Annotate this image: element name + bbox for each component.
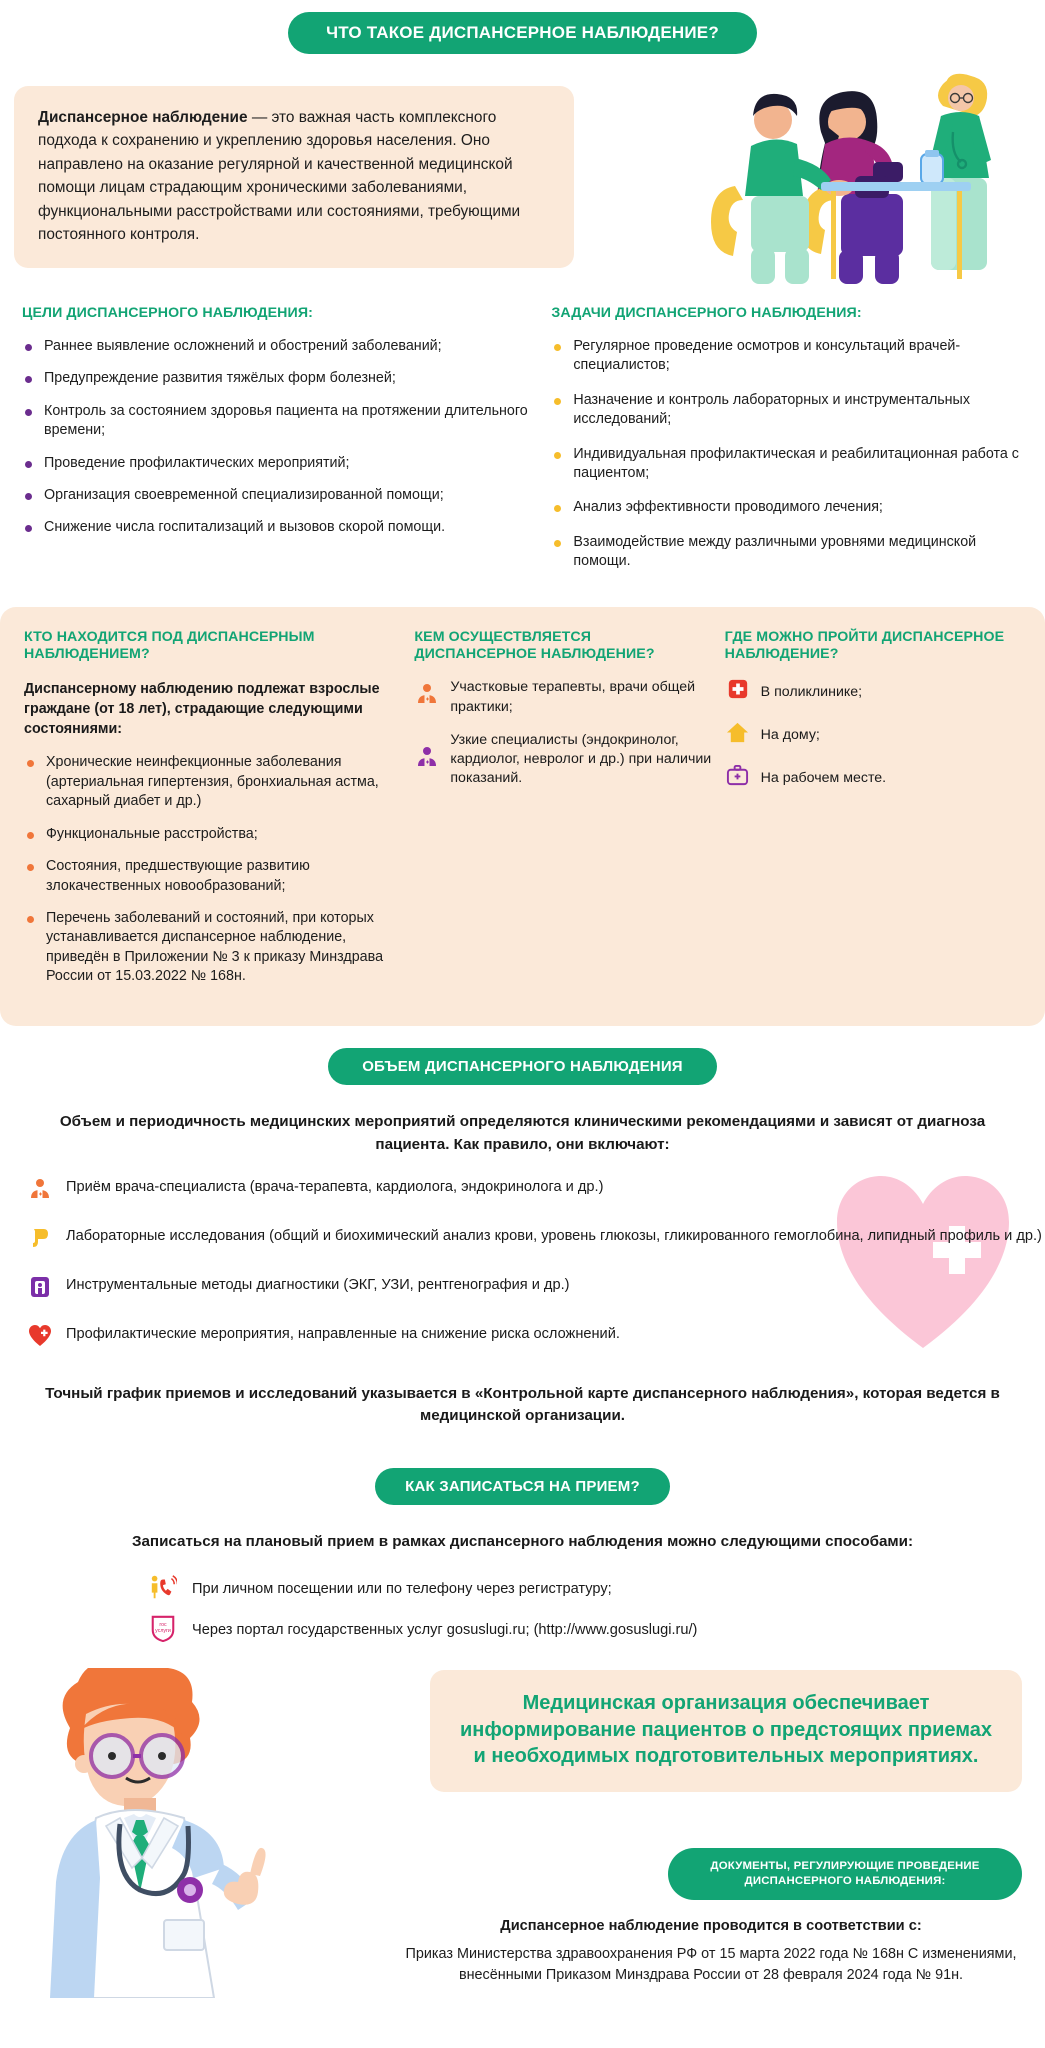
first-aid-cross-icon: [725, 678, 751, 706]
lab-flask-yellow-icon: [28, 1225, 54, 1258]
by-whom-heading: КЕМ ОСУЩЕСТВЛЯЕТСЯ ДИСПАНСЕРНОЕ НАБЛЮДЕНИЕ?: [414, 628, 655, 663]
where-column: [725, 629, 1025, 1000]
where-item-label: На дому;: [760, 726, 820, 743]
scope-item-label: Лабораторные исследования (общий и биохимический анализ крови, уровень глюкозы, гликированного гемоглобина, липидный профиль и др.): [66, 1228, 1042, 1245]
who-heading: КТО НАХОДИТСЯ ПОД ДИСПАНСЕРНЫМ НАБЛЮДЕНИЕМ?: [24, 628, 315, 663]
scope-item-label: Профилактические мероприятия, направленные на снижение риска осложнений.: [66, 1326, 620, 1343]
where-item: [725, 764, 1025, 793]
tasks-item: Взаимодействие между различными уровнями медицинской помощи.: [551, 533, 1027, 572]
goals-item: Раннее выявление осложнений и обострений заболеваний;: [22, 337, 543, 356]
tasks-item: Назначение и контроль лабораторных и инструментальных исследований;: [551, 391, 1027, 430]
by-whom-item-label: Узкие специалисты (эндокринолог, кардиолог, невролог и др.) при наличии показаний.: [450, 731, 712, 787]
goals-list: [22, 337, 543, 538]
doctor-orange-icon: [414, 682, 440, 712]
intro-body-text: — это важная часть комплексного подхода к сохранению и укреплению здоровья населения. Оно направлено на оказание регулярной и качественной медицинской помощи лицам страдающим хроническими заболеваниями, функциональными расстройствами или состояниями, требующими постоянного контроля.: [38, 109, 521, 244]
hero-row: [0, 70, 1045, 285]
doctor-pointing-illustration: [0, 1668, 400, 1998]
where-item: [725, 678, 1025, 706]
who-item: Хронические неинфекционные заболевания (артериальная гипертензия, бронхиальная астма, сахарный диабет и др.): [24, 753, 400, 811]
svg-text:услуги: услуги: [155, 1628, 171, 1635]
gosuslugi-logo-icon: [148, 1614, 178, 1646]
where-item: [725, 721, 1025, 750]
scope-item-label: Приём врача-специалиста (врача-терапевта, кардиолога, эндокринолога и др.): [66, 1179, 604, 1196]
briefcase-medical-icon: [725, 764, 751, 793]
by-whom-list: [414, 678, 714, 789]
doctor-purple-icon: [414, 745, 440, 775]
scope-lead: Объем и периодичность медицинских мероприятий определяются клиническими рекомендациями и зависят от диагноза пациента. Как правило, они включают:: [59, 1112, 986, 1153]
doctors-illustration: [625, 36, 1045, 294]
appointment-list: [0, 1574, 1045, 1646]
scope-item: [28, 1225, 1045, 1258]
documents-body: Приказ Министерства здравоохранения РФ от 15 марта 2022 года № 168н С изменениями, внесёнными Приказом Минздрава России от 28 февраля 2024 года № 91н.: [405, 1945, 1017, 1984]
appointment-section: [0, 1428, 1045, 1646]
xray-device-purple-icon: [28, 1274, 54, 1307]
scope-note: Точный график приемов и исследований указывается в «Контрольной карте диспансерного наблюдения», которая ведется в медицинской организации.: [45, 1384, 1000, 1425]
by-whom-item-label: Участковые терапевты, врачи общей практики;: [450, 679, 696, 715]
by-whom-item: [414, 731, 714, 789]
who-item: Функциональные расстройства;: [24, 825, 400, 844]
tasks-column: [543, 305, 1045, 587]
by-whom-column: [414, 629, 724, 1000]
where-heading: ГДЕ МОЖНО ПРОЙТИ ДИСПАНСЕРНОЕ НАБЛЮДЕНИЕ?: [724, 628, 1005, 663]
appointment-item-label: Через портал государственных услуг gosuslugi.ru; (http://www.gosuslugi.ru/): [192, 1621, 698, 1638]
goals-item: Контроль за состоянием здоровья пациента на протяжении длительного времени;: [22, 402, 543, 441]
scope-pill-wrap: [0, 1048, 1045, 1085]
hero-section: [0, 0, 1045, 285]
appointment-pill-wrap: [0, 1468, 1045, 1505]
documents-title-pill: ДОКУМЕНТЫ, РЕГУЛИРУЮЩИЕ ПРОВЕДЕНИЕ ДИСПАНСЕРНОГО НАБЛЮДЕНИЯ:: [668, 1848, 1022, 1900]
appointment-lead: Записаться на плановый прием в рамках диспансерного наблюдения можно следующими способами:: [131, 1533, 914, 1551]
home-icon: [725, 721, 751, 750]
scope-item: [28, 1323, 1045, 1356]
scope-section: [0, 1026, 1045, 1428]
appointment-item: [148, 1574, 1045, 1604]
documents-heading: Диспансерное наблюдение проводится в соответствии с:: [500, 1917, 922, 1934]
scope-item: [28, 1176, 1045, 1209]
scope-list: [0, 1176, 1045, 1356]
goals-column: [0, 305, 543, 587]
who-item: Перечень заболеваний и состояний, при которых устанавливается диспансерное наблюдение, приведён в Приложении № 3 к приказу Минздрава России от 15.03.2022 № 168н.: [24, 909, 400, 987]
appointment-item-label: При личном посещении или по телефону через регистратуру;: [192, 1580, 612, 1597]
goals-item: Организация своевременной специализированной помощи;: [22, 486, 543, 505]
footer-section: [0, 1660, 1045, 1984]
hero-title-pill: ЧТО ТАКОЕ ДИСПАНСЕРНОЕ НАБЛЮДЕНИЕ?: [288, 12, 757, 54]
goals-item: Предупреждение развития тяжёлых форм болезней;: [22, 369, 543, 388]
scope-item: [28, 1274, 1045, 1307]
quote-card: Медицинская организация обеспечивает информирование пациентов о предстоящих приемах и необходимых подготовительных мероприятиях.: [430, 1670, 1022, 1792]
who-by-where-band: [0, 607, 1045, 1026]
goals-item: Проведение профилактических мероприятий;: [22, 454, 543, 473]
tasks-item: Индивидуальная профилактическая и реабилитационная работа с пациентом;: [551, 445, 1027, 484]
scope-title-pill: ОБЪЕМ ДИСПАНСЕРНОГО НАБЛЮДЕНИЯ: [328, 1048, 717, 1085]
where-item-label: В поликлинике;: [760, 683, 863, 700]
doctor-orange-icon: [28, 1176, 54, 1209]
who-column: [24, 629, 414, 1000]
who-lead: Диспансерному наблюдению подлежат взрослые граждане (от 18 лет), страдающие следующими состояниями:: [24, 681, 380, 737]
where-item-label: На рабочем месте.: [760, 769, 887, 786]
intro-card: [14, 86, 574, 268]
tasks-list: [551, 337, 1027, 572]
by-whom-item: [414, 678, 714, 717]
tasks-heading: ЗАДАЧИ ДИСПАНСЕРНОГО НАБЛЮДЕНИЯ:: [551, 305, 862, 321]
scope-item-label: Инструментальные методы диагностики (ЭКГ, УЗИ, рентгенография и др.): [66, 1277, 570, 1294]
person-phone-call-icon: [148, 1574, 178, 1604]
goals-heading: ЦЕЛИ ДИСПАНСЕРНОГО НАБЛЮДЕНИЯ:: [22, 305, 313, 321]
appointment-item: [148, 1614, 1045, 1646]
who-item: Состояния, предшествующие развитию злокачественных новообразований;: [24, 857, 400, 896]
svg-text:гос: гос: [159, 1622, 167, 1629]
goals-item: Снижение числа госпитализаций и вызовов скорой помощи.: [22, 518, 543, 537]
heart-cross-red-icon: [28, 1323, 54, 1356]
tasks-item: Анализ эффективности проводимого лечения;: [551, 498, 1027, 517]
tasks-item: Регулярное проведение осмотров и консультаций врачей-специалистов;: [551, 337, 1027, 376]
where-list: [725, 678, 1025, 793]
who-list: [24, 753, 400, 986]
intro-bold-lead: Диспансерное наблюдение: [38, 109, 248, 126]
appointment-title-pill: КАК ЗАПИСАТЬСЯ НА ПРИЕМ?: [375, 1468, 670, 1505]
goals-tasks-section: [0, 285, 1045, 597]
